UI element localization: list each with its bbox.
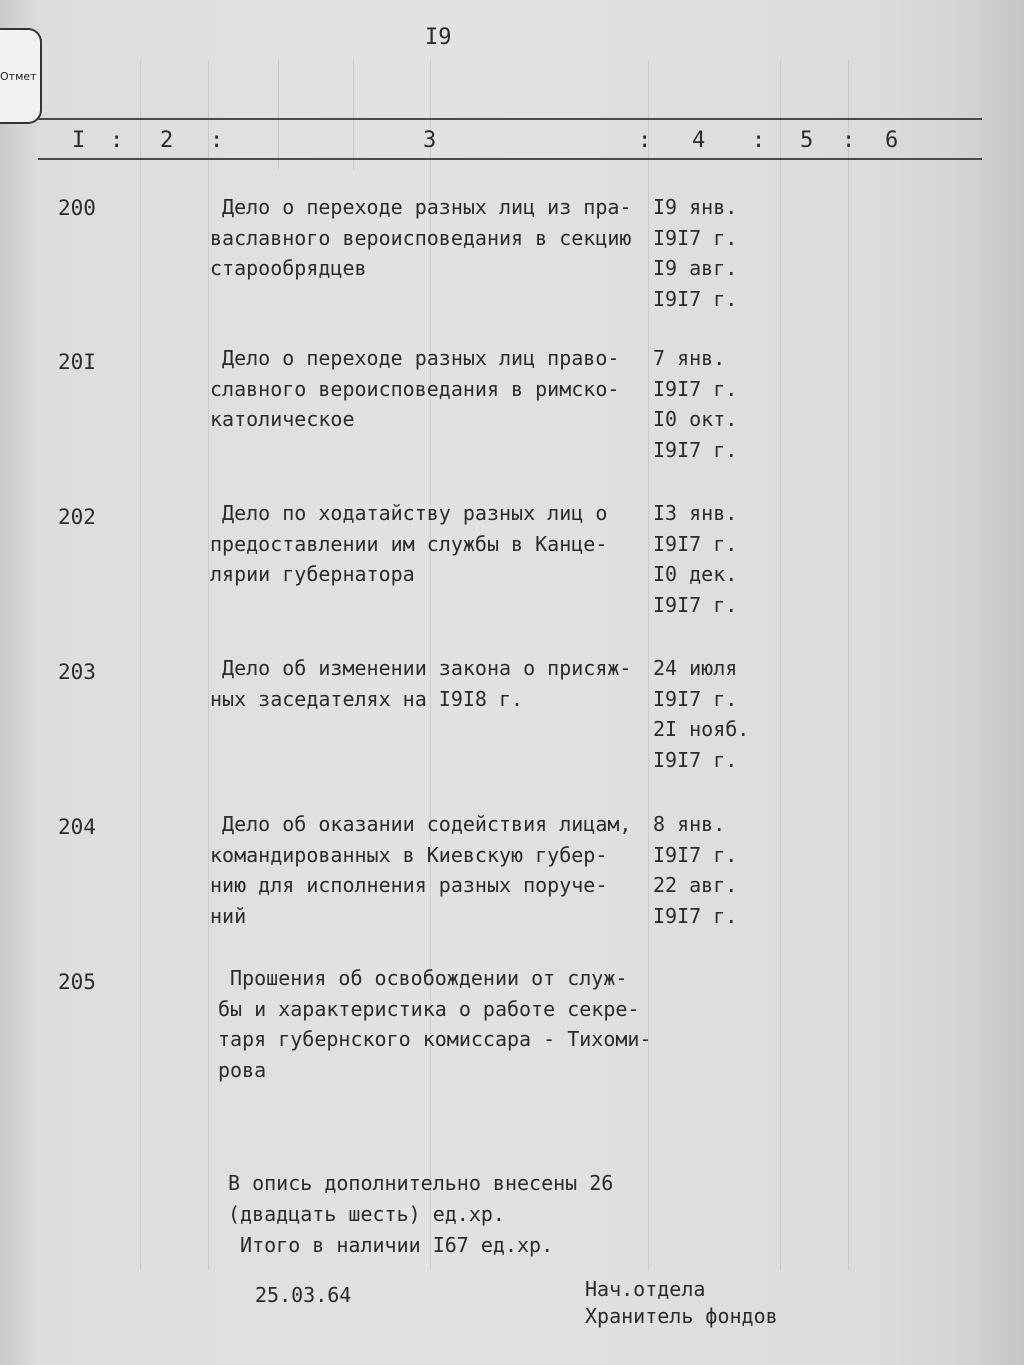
entry-title [218,963,651,1085]
column-divider [648,60,649,1270]
entry-dates [653,653,749,775]
entry-date-line: 24 июля [653,656,738,680]
inventory-note [228,1168,613,1261]
header-rule-top [38,118,982,120]
column-separator: : [110,128,124,153]
entry-title [210,498,607,590]
column-divider [140,60,141,1270]
column-header-1: I [72,128,86,153]
entry-title-line: таря губернского комиссара - Тихоми- [218,1027,652,1051]
column-divider [208,60,209,1270]
document-date: 25.03.64 [255,1283,352,1307]
signature-line: Нач.отдела [585,1277,706,1301]
entry-date-line: I9 янв. [653,195,738,219]
entry-title-line: бы и характеристика о работе секре- [218,996,640,1021]
signature-line: Хранитель фондов [585,1304,778,1328]
entry-number: 200 [58,196,96,220]
entry-dates [653,498,737,620]
entry-date-line: I3 янв. [653,501,738,525]
entry-title [210,192,631,284]
entry-date-line: I9I7 г. [653,747,738,772]
entry-date-line: I9 авг. [653,256,738,280]
column-header-2: 2 [160,128,174,153]
entry-date-line: I0 дек. [653,562,738,586]
entry-title-line: рова [218,1057,267,1082]
entry-date-line: I9I7 г. [653,686,738,711]
column-separator: : [638,128,652,153]
entry-title-line: Дело об изменении закона о присяж- [210,656,632,680]
entry-title-line: славного вероисповедания в римско- [210,376,620,401]
column-header-6: 6 [885,128,899,153]
entry-title-line: католическое [210,407,355,431]
column-divider [780,60,781,1270]
entry-title-line: ных заседателях на I9I8 г. [210,686,524,711]
column-divider [353,60,354,170]
entry-date-line: I9I7 г. [653,376,738,401]
entry-title-line: Дело о переходе разных лиц из пра- [210,195,632,219]
entry-title-line: предоставлении им службы в Канце- [210,531,608,556]
entry-number: 202 [58,505,96,529]
entry-title-line: Дело об оказании содействия лицам, [210,812,632,836]
column-separator: : [842,128,856,153]
side-tab-label: Отмет [0,70,37,83]
entry-title-line: Дело о переходе разных лиц право- [210,346,620,370]
entry-title-line: командированных в Киевскую губер- [210,842,608,867]
inventory-note-line: (двадцать шесть) ед.хр. [228,1202,505,1226]
entry-date-line: I9I7 г. [653,903,738,928]
entry-title-line: ний [210,903,247,928]
side-tab [0,28,42,124]
header-rule-bottom [38,158,982,160]
entry-title-line: лярии губернатора [210,562,415,586]
signature-block [585,1276,778,1330]
page-number: I9 [425,25,452,50]
entry-date-line: I0 окт. [653,407,738,431]
entry-title-line: Дело по ходатайству разных лиц о [210,501,608,525]
entry-dates [653,809,737,931]
page-edge-shadow [964,0,1024,1365]
entry-date-line: 7 янв. [653,346,726,370]
column-header-3: 3 [423,128,437,153]
entry-number: 20I [58,350,96,374]
entry-title-line: старообрядцев [210,256,367,280]
entry-dates [653,192,737,314]
entry-date-line: I9I7 г. [653,437,738,462]
entry-number: 203 [58,660,96,684]
column-header-5: 5 [800,128,814,153]
entry-date-line: I9I7 г. [653,225,738,250]
entry-title-line: ваславного вероисповедания в секцию [210,225,632,250]
inventory-note-line: В опись дополнительно внесены 26 [228,1171,614,1195]
entry-title-line: нию для исполнения разных поруче- [210,873,608,897]
inventory-note-line: Итого в наличии I67 ед.хр. [228,1233,554,1257]
entry-title [210,809,631,931]
entry-date-line: I9I7 г. [653,592,738,617]
entry-date-line: I9I7 г. [653,531,738,556]
entry-title-line: Прошения об освобождении от служ- [218,966,628,990]
entry-date-line: 22 авг. [653,873,738,897]
entry-date-line: I9I7 г. [653,842,738,867]
entry-number: 205 [58,970,96,994]
entry-title [210,343,619,435]
entry-date-line: 2I нояб. [653,717,750,741]
entry-title [210,653,631,714]
column-separator: : [210,128,224,153]
entry-date-line: I9I7 г. [653,286,738,311]
faded-header-row [38,62,978,118]
column-header-4: 4 [692,128,706,153]
column-divider [278,60,279,170]
column-divider [848,60,849,1270]
entry-date-line: 8 янв. [653,812,726,836]
column-separator: : [752,128,766,153]
entry-number: 204 [58,815,96,839]
entry-dates [653,343,737,465]
